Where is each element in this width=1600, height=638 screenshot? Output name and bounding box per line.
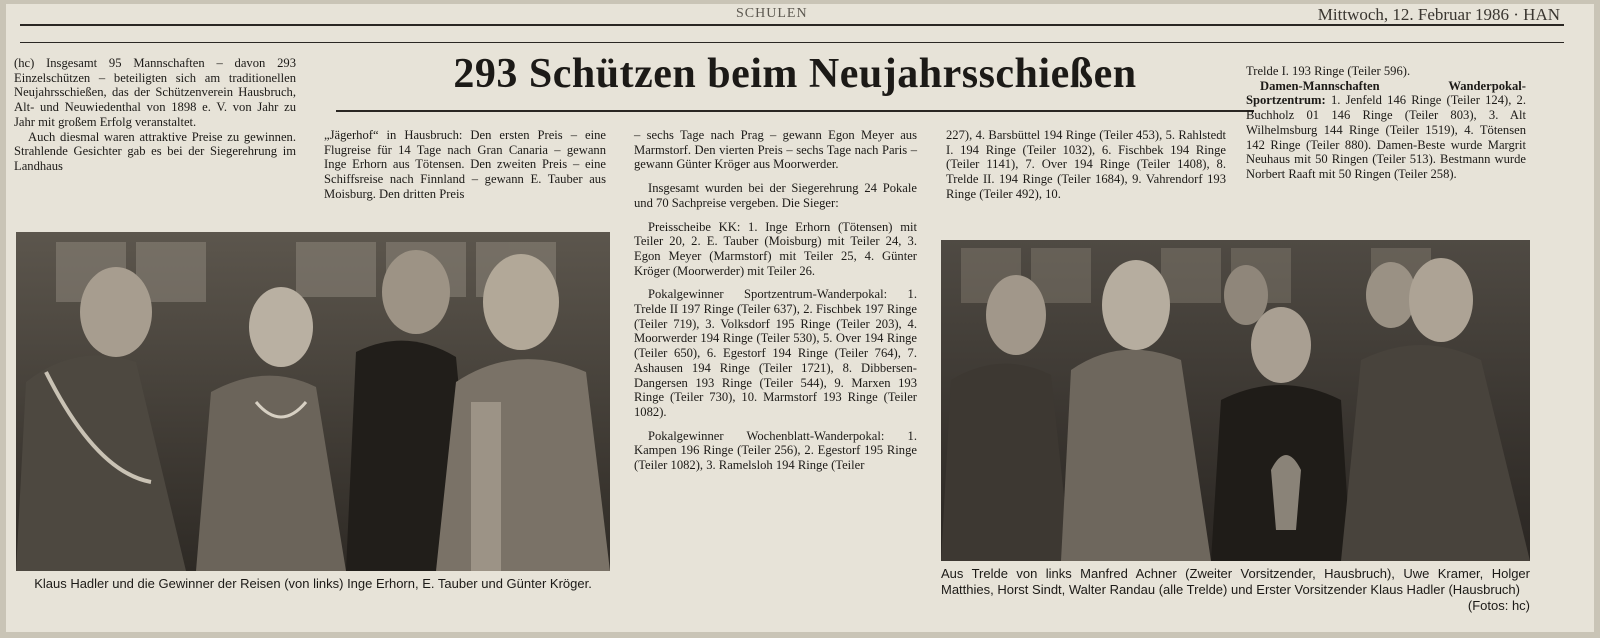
photo-trelde-team-caption [941,566,1530,614]
article-column-5 [1246,64,1526,182]
damen-wanderpokal-heading: Damen-Mannschaften Wanderpokal-Sportzentrum: [1246,78,1526,108]
photo-trelde-team-caption-text: Aus Trelde von links Manfred Achner (Zweiter Vorsitzender, Hausbruch), Uwe Kramer, Holger Matthies, Horst Sindt, Walter Randau (alle Trelde) und Erster Vorsitzender Klaus Hadler (Hausbruch) [941,566,1530,597]
photo-trelde-team-image [941,240,1530,561]
column-3-paragraph-2: Insgesamt wurden bei der Siegerehrung 24 Pokale und 70 Sachpreise vergeben. Die Sieger: [634,181,917,210]
article-headline: 293 Schützen beim Neujahrsschießen [453,51,1137,97]
masthead-rule [20,24,1564,26]
article-column-3 [634,128,917,473]
article-column-1 [14,56,296,174]
column-5-paragraph-1: Trelde I. 193 Ringe (Teiler 596). [1246,64,1411,78]
photo-prize-winners [16,232,610,571]
headline-rule [336,110,1254,112]
photo-prize-winners-image [16,232,610,571]
column-3-paragraph-1: – sechs Tage nach Prag – gewann Egon Meyer aus Marmstorf. Den vierten Preis – sechs Tage nach Paris – gewann Günter Kröger aus Moorwerder. [634,128,917,172]
column-4-paragraph-1: 227), 4. Barsbüttel 194 Ringe (Teiler 453), 5. Rahlstedt I. 194 Ringe (Teiler 1032), 6. Fischbek 194 Ringe (Teiler 1141), 7. Over 194 Ringe (Teiler 1408), 8. Trelde II. 194 Ringe (Teiler 1684), 9. Vahrendorf 193 Ringe (Teiler 492), 10. [946,128,1226,201]
column-3-paragraph-5: Pokalgewinner Wochenblatt-Wanderpokal: 1. Kampen 196 Ringe (Teiler 256), 2. Egestorf 195 Ringe (Teiler 1082), 3. Ramelsloh 194 Ringe (Teiler [634,428,917,473]
photo-prize-winners-caption: Klaus Hadler und die Gewinner der Reisen (von links) Inge Erhorn, E. Tauber und Günter Kröger. [34,576,592,591]
newspaper-clipping [6,4,1594,632]
column-1-paragraph-2: Auch diesmal waren attraktive Preise zu gewinnen. Strahlende Gesichter gab es bei der Siegerehrung im Landhaus [14,129,296,173]
masthead-fragment: SCHULEN [736,6,808,21]
damen-wanderpokal-results: 1. Jenfeld 146 Ringe (Teiler 124), 2. Buchholz 01 146 Ringe (Teiler 803), 3. Alt Wilhelmsburg 144 Ringe (Teiler 1519), 4. Tötensen 142 Ringe (Teiler 880). Damen-Beste wurde Margrit Neuhaus mit 50 Ringen (Teiler 513). Bestmann wurde Norbert Raaft mit 50 Ringen (Teiler 258). [1246,93,1526,181]
masthead-date-line: Mittwoch, 12. Februar 1986 · HAN [1317,5,1560,24]
article-column-4 [946,128,1226,202]
lead-paragraph: (hc) Insgesamt 95 Mannschaften – davon 293 Einzelschützen – beteiligten sich am traditionellen Neujahrsschießen, das der Schützenverein Hausbruch, Alt- und Neuwiedenthal von 1898 e. V. von Jahr zu Jahr mit großem Erfolg veranstaltet. [14,56,296,129]
column-3-paragraph-4: Pokalgewinner Sportzentrum-Wanderpokal: 1. Trelde II 197 Ringe (Teiler 637), 2. Fischbek 197 Ringe (Teiler 719), 3. Volksdorf 195 Ringe (Teiler 203), 4. Moorwerder 194 Ringe (Teiler 530), 5. Over 194 Ringe (Teiler 650), 6. Egestorf 194 Ringe (Teiler 764), 7. Ashausen 194 Ringe (Teiler 1721), 8. Dibbersen-Dangersen 193 Ringe (Teiler 544), 9. Marxen 193 Ringe (Teiler 730), 10. Marmstorf 193 Ringe (Teiler 1082). [634,287,917,419]
column-2-paragraph-1: „Jägerhof“ in Hausbruch: Den ersten Preis – eine Flugreise für 14 Tage nach Gran Canaria – gewann Inge Erhorn aus Tötensen. Den zweiten Preis – eine Schiffsreise nach Finnland – gewann E. Tauber aus Moisburg. Den dritten Preis [324,128,606,201]
article-top-rule [20,42,1564,43]
column-5-paragraph-2 [1246,79,1526,182]
photo-trelde-team [941,240,1530,561]
photo-credit: (Fotos: hc) [1467,598,1530,613]
article-column-2 [324,128,606,202]
column-3-paragraph-3: Preisscheibe KK: 1. Inge Erhorn (Tötensen) mit Teiler 20, 2. E. Tauber (Moisburg) mit Teiler 24, 3. Egon Meyer (Marmstorf) mit Teiler 25, 4. Günter Kröger (Moorwerder) mit Teiler 26. [634,219,917,278]
